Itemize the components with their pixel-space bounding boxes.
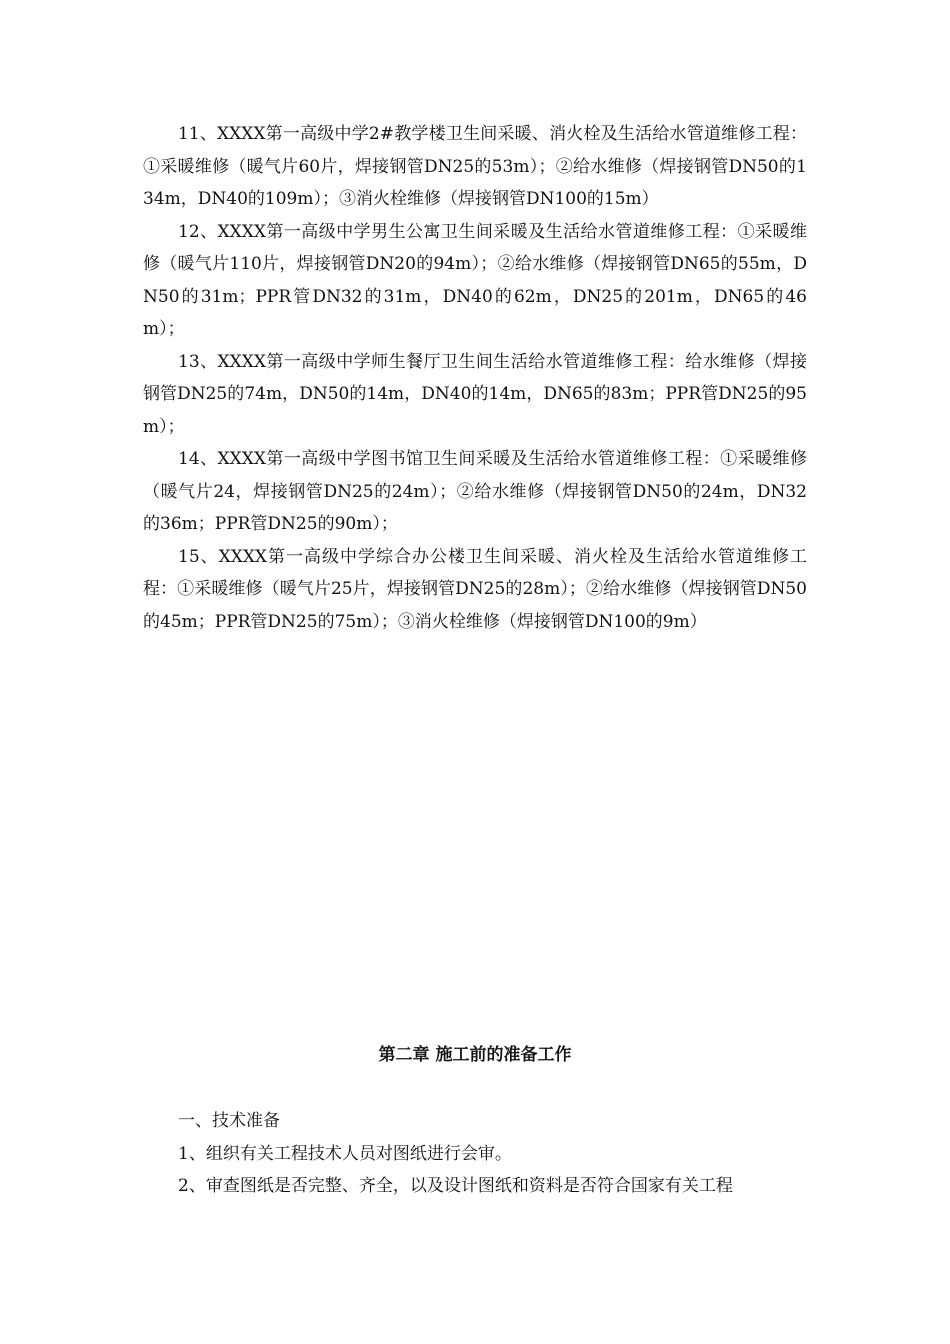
project-item-11: 11、XXXX第一高级中学2#教学楼卫生间采暖、消火栓及生活给水管道维修工程：①采暖维修（暖气片60片，焊接钢管DN25的53m）；②给水维修（焊接钢管DN50的134m，DN40的109m）；③消火栓维修（焊接钢管DN100的15m） (143, 124, 807, 209)
chapter-title: 第二章 施工前的准备工作 (378, 1045, 572, 1065)
technical-preparation-section (143, 1105, 807, 1203)
section-point-2: 2、审查图纸是否完整、齐全，以及设计图纸和资料是否符合国家有关工程 (178, 1176, 733, 1196)
project-item-13: 13、XXXX第一高级中学师生餐厅卫生间生活给水管道维修工程：给水维修（焊接钢管DN25的74m，DN50的14m，DN40的14m，DN65的83m；PPR管DN25的95m）； (143, 351, 807, 437)
section-heading: 一、技术准备 (178, 1111, 280, 1131)
project-list (143, 118, 807, 638)
project-item-12: 12、XXXX第一高级中学男生公寓卫生间采暖及生活给水管道维修工程：①采暖维修（暖气片110片，焊接钢管DN20的94m）；②给水维修（焊接钢管DN65的55m，DN50的31m；PPR管DN32的31m，DN40的62m，DN25的201m，DN65的46m）； (143, 221, 807, 339)
project-item-15: 15、XXXX第一高级中学综合办公楼卫生间采暖、消火栓及生活给水管道维修工程：①采暖维修（暖气片25片，焊接钢管DN25的28m）；②给水维修（焊接钢管DN50的45m；PPR管DN25的75m）；③消火栓维修（焊接钢管DN100的9m） (143, 546, 807, 632)
section-point-1: 1、组织有关工程技术人员对图纸进行会审。 (178, 1143, 512, 1164)
project-item-14: 14、XXXX第一高级中学图书馆卫生间采暖及生活给水管道维修工程：①采暖维修（暖气片24，焊接钢管DN25的24m）；②给水维修（焊接钢管DN50的24m，DN32的36m；PPR管DN25的90m）； (143, 449, 807, 534)
